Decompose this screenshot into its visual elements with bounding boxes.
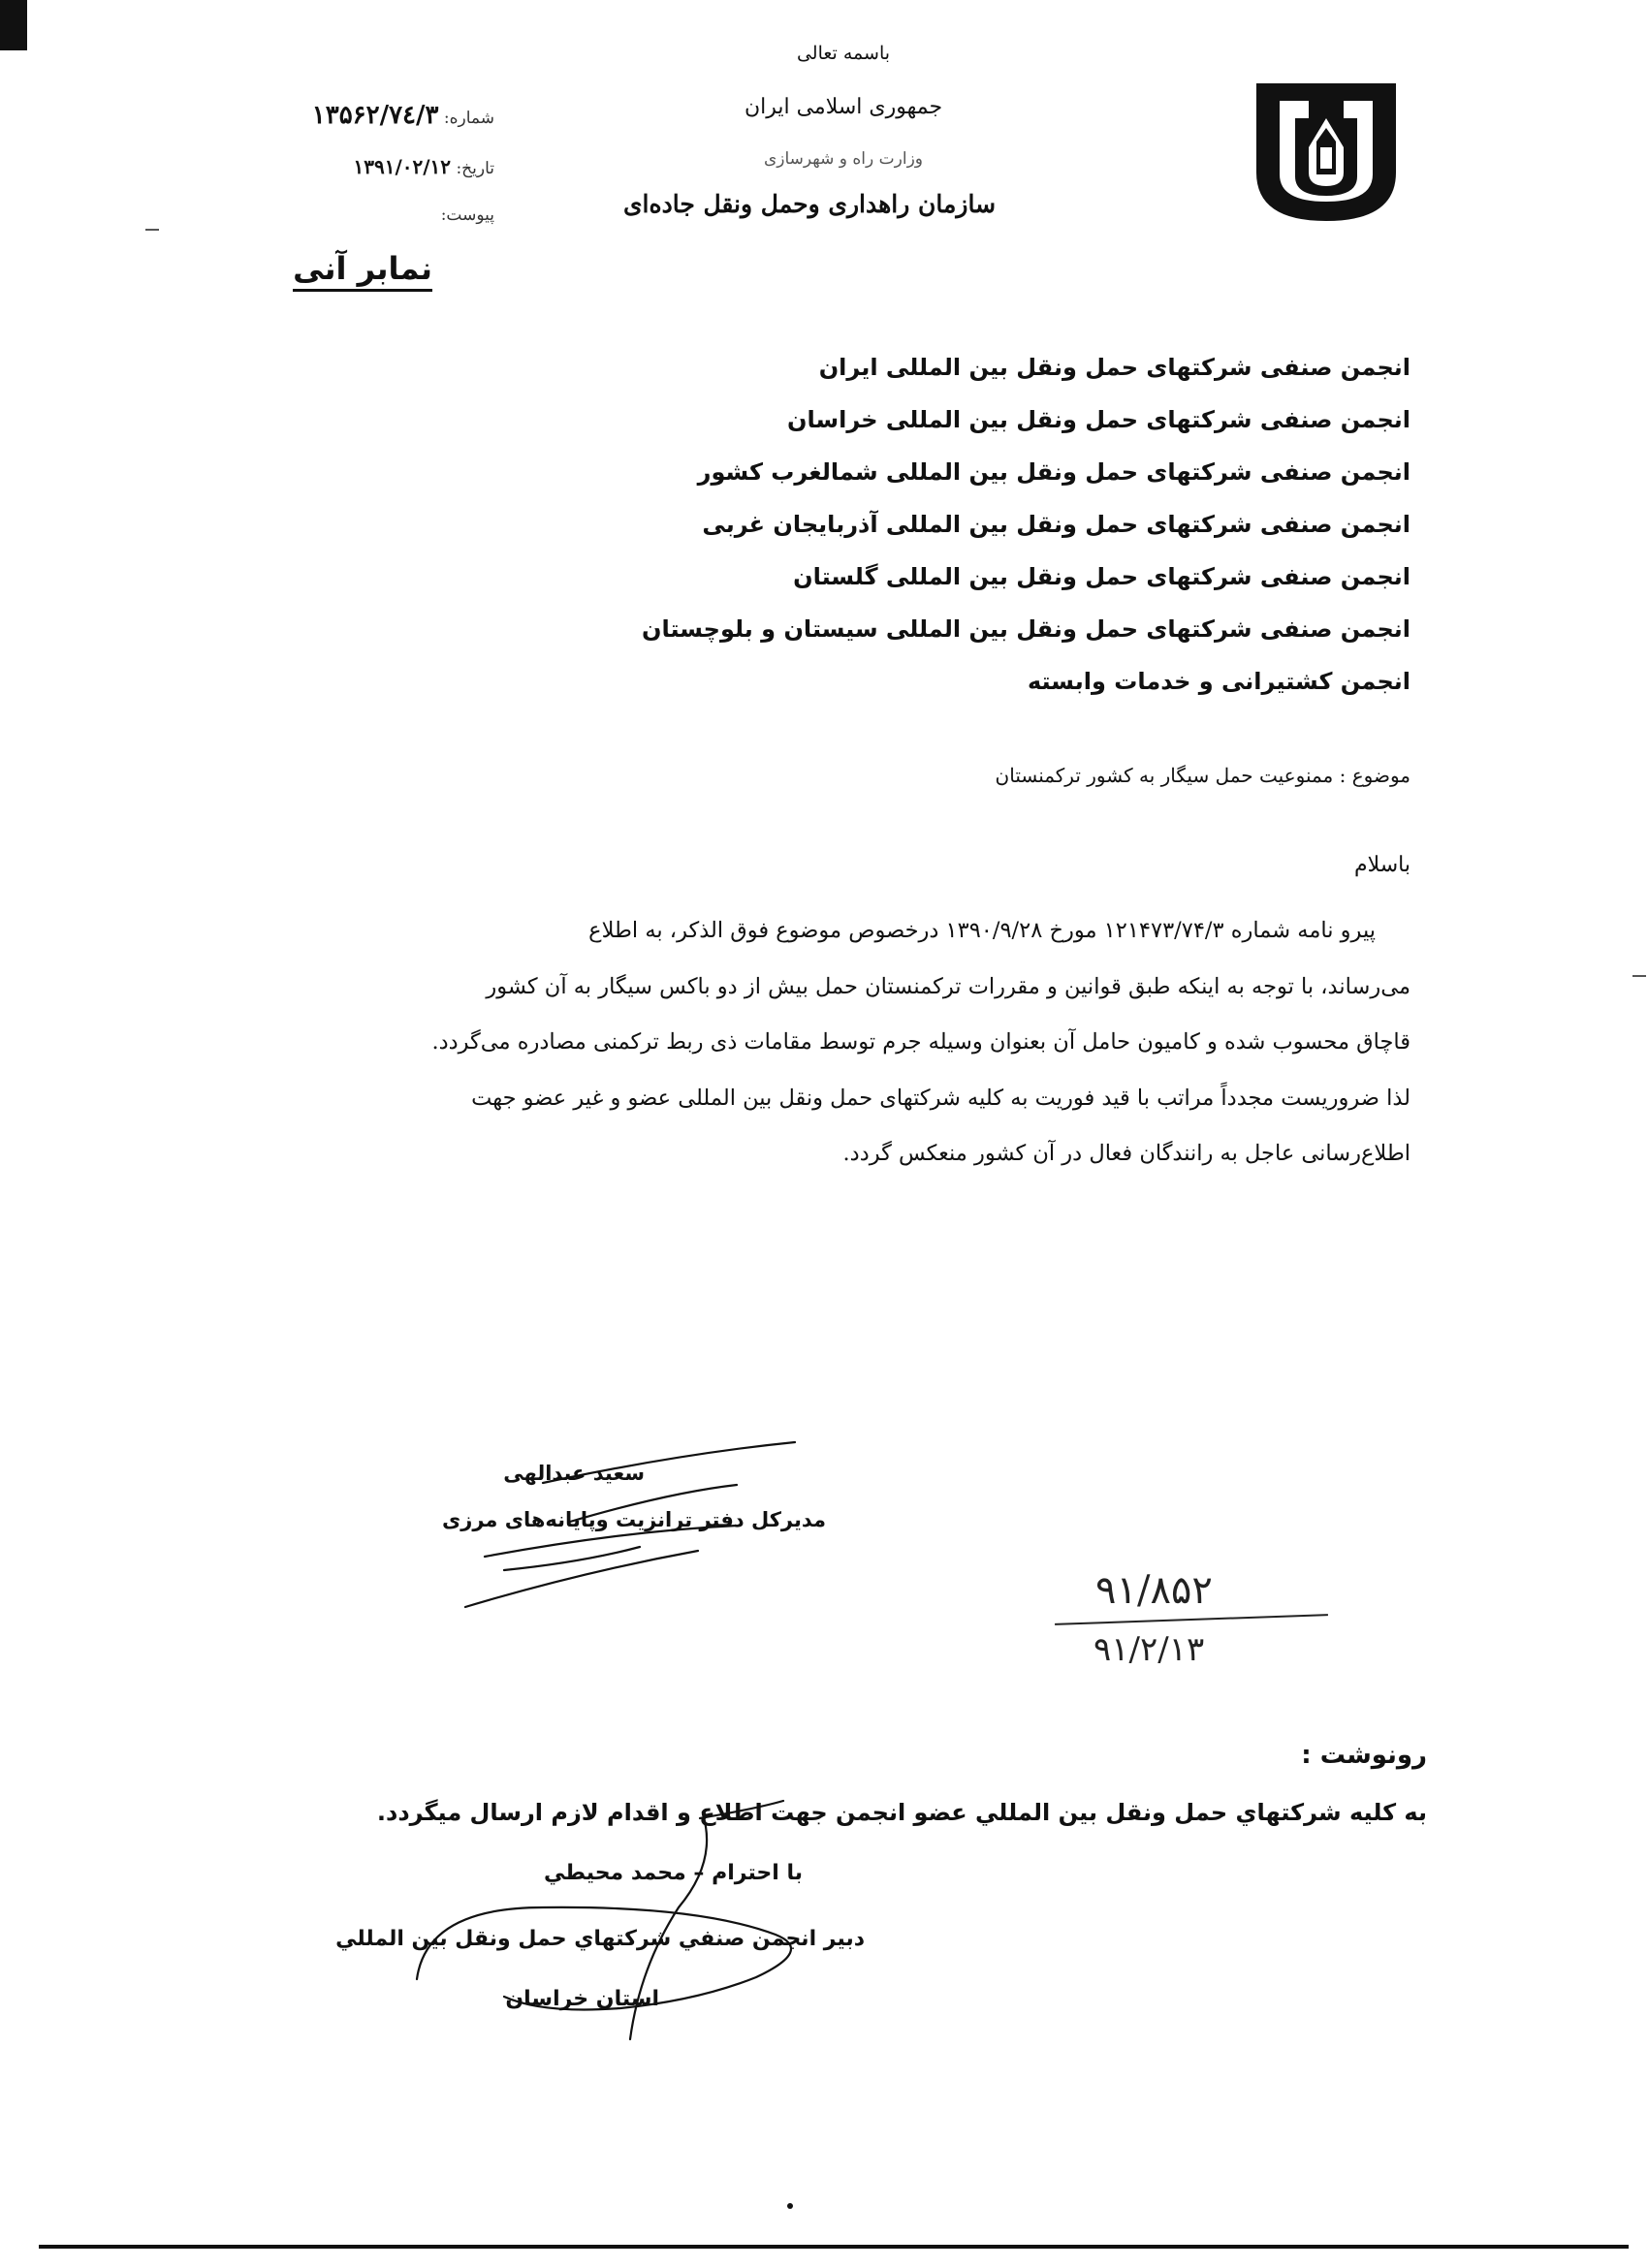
body-line: قاچاق محسوب شده و کامیون حامل آن بعنوان وسیله جرم توسط مقامات ذی ربط ترکمنی مصادره می‌گردد. xyxy=(431,1029,1410,1055)
greeting: باسلام xyxy=(1353,853,1410,877)
upper-signature-stroke xyxy=(485,1526,737,1557)
fax-title: نمابر آنی xyxy=(293,250,432,292)
copy-signer-province: استان خراسان xyxy=(505,1987,659,2011)
copy-recipients-line: به کلیه شرکتهاي حمل ونقل بین المللي عضو انجمن جهت اطلاع و اقدام لازم ارسال میگردد. xyxy=(376,1799,1427,1826)
bottom-dot xyxy=(787,2203,793,2209)
lower-signature-stroke xyxy=(700,1801,783,1818)
letter-date-value: ۱۳۹۱/۰۲/۱۲ xyxy=(353,155,452,178)
upper-signature-stroke xyxy=(543,1442,795,1483)
lower-signature-loop xyxy=(417,1907,791,2010)
letter-number-value: ۱۳۵۶۲/۷٤/۳ xyxy=(311,101,439,130)
copy-signer-role: دبیر انجمن صنفي شرکتهاي حمل ونقل بین المللي xyxy=(335,1927,865,1951)
attachment-label: پیوست: xyxy=(440,205,494,225)
invocation-text: باسمه تعالی xyxy=(796,43,891,64)
signer-name: سعید عبدالهی xyxy=(503,1462,645,1485)
organization-name: سازمان راهداری وحمل ونقل جاده‌ای xyxy=(622,190,997,218)
letter-date-label: تاریخ: xyxy=(456,159,494,178)
body-line: اطلاع‌رسانی عاجل به رانندگان فعال در آن کشور منعکس گردد. xyxy=(842,1141,1410,1166)
copy-title: رونوشت : xyxy=(1301,1741,1427,1770)
recipient-item: انجمن صنفی شرکتهای حمل ونقل بین المللی ایران xyxy=(818,354,1410,381)
recipient-item: انجمن صنفی شرکتهای حمل ونقل بین المللی سیستان و بلوچستان xyxy=(641,615,1410,643)
handwritten-registration-number: ۹۱/۸۵۲ xyxy=(1095,1568,1213,1613)
body-line: لذا ضروریست مجدداً مراتب با قید فوریت به کلیه شرکتهای حمل ونقل بین المللی عضو و غیر عضو جهت xyxy=(471,1085,1410,1111)
signer-title: مدیرکل دفتر ترانزیت وپایانه‌های مرزی xyxy=(442,1508,826,1531)
country-name: جمهوری اسلامی ایران xyxy=(744,95,943,119)
recipient-item: انجمن کشتیرانی و خدمات وابسته xyxy=(1027,668,1410,695)
letter-number-label: شماره: xyxy=(443,109,494,128)
body-line: پیرو نامه شماره ۱۲۱۴۷۳/۷۴/۳ مورخ ۱۳۹۰/۹/۲۸ درخصوص موضوع فوق الذکر، به اطلاع xyxy=(588,918,1376,943)
recipient-item: انجمن صنفی شرکتهای حمل ونقل بین المللی آذربایجان غربی xyxy=(702,511,1410,538)
handwritten-registration-date: ۹۱/۲/۱۳ xyxy=(1093,1630,1205,1669)
copy-regards: با احترام – محمد محیطي xyxy=(544,1861,803,1885)
subject-line: موضوع : ممنوعیت حمل سیگار به کشور ترکمنستان xyxy=(995,764,1410,787)
recipient-item: انجمن صنفی شرکتهای حمل ونقل بین المللی شمالغرب کشور xyxy=(697,458,1410,486)
recipient-item: انجمن صنفی شرکتهای حمل ونقل بین المللی گلستان xyxy=(793,563,1410,590)
upper-signature-stroke xyxy=(570,1485,737,1522)
recipient-item: انجمن صنفی شرکتهای حمل ونقل بین المللی خراسان xyxy=(787,406,1410,433)
body-line: می‌رساند، با توجه به اینکه طبق قوانین و مقررات ترکمنستان حمل بیش از دو باکس سیگار به آن کشور xyxy=(486,973,1410,999)
ministry-name: وزارت راه و شهرسازی xyxy=(763,149,923,169)
